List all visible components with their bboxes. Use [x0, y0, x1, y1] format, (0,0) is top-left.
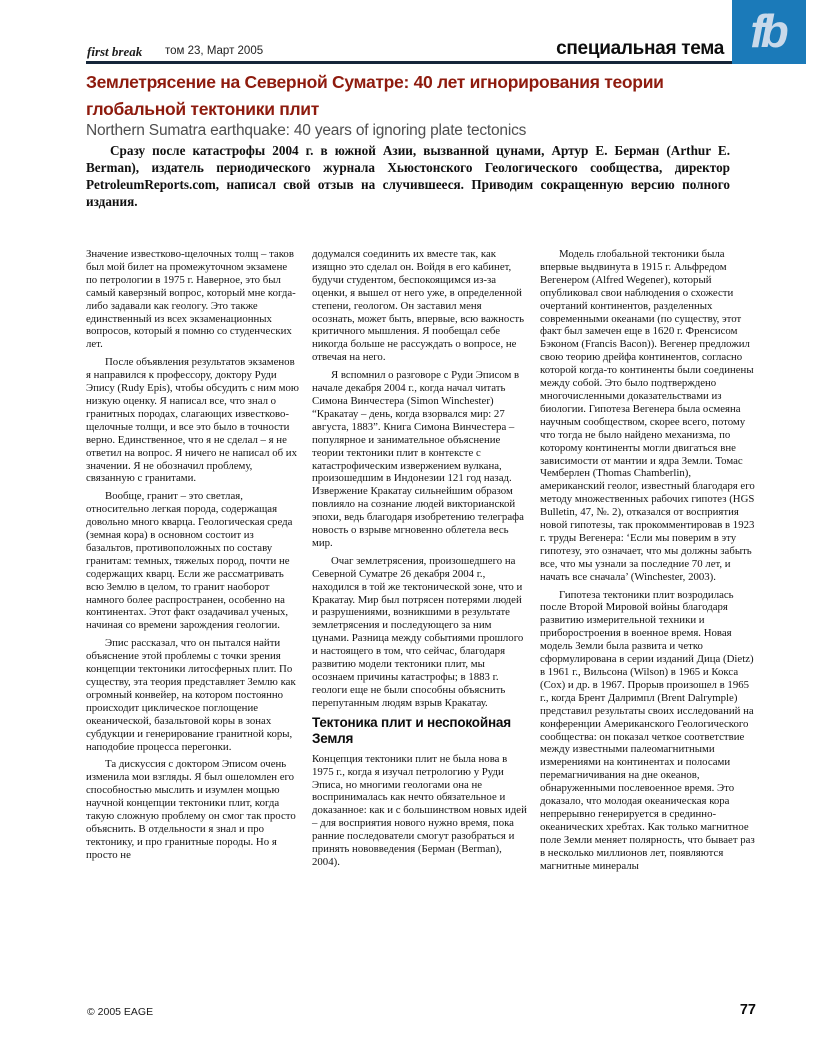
- body-column-1: [86, 248, 301, 867]
- body-paragraph: Та дискуссия с доктором Эписом очень изменила мои взгляды. Я был ошеломлен его способностью мыслить и изумлен мощью научной концепции тектоники плит, когда такую сложную проблему он смог так просто объяснить. В отдельности я знал и про тектонику, и про гранитные породы. Но я просто не: [86, 758, 296, 861]
- body-column-2: [312, 248, 527, 874]
- lead-paragraph: Сразу после катастрофы 2004 г. в южной Азии, вызванной цунами, Артур Е. Берман (Arthur E. Berman), издатель периодического журнала Хьюстонского Геологического сообщества, директор PetroleumReports.com, написал свой отзыв на случившееся. Приводим сокращенную версию полного издания.: [86, 143, 730, 209]
- section-heading: Тектоника плит и неспокойная Земля: [312, 714, 511, 746]
- article-subtitle-english: Northern Sumatra earthquake: 40 years of ignoring plate tectonics: [86, 122, 527, 139]
- journal-name: first break: [87, 44, 143, 59]
- body-paragraph: додумался соединить их вместе так, как изящно это сделал он. Войдя в его кабинет, будучи студентом, беспокоящимся из-за оценки, я вышел от него уже, в определенной степени, геологом. Он заставил меня осознать, может быть, впервые, всю важность критичного мышления. Я пообещал себе никогда больше не рассуждать о вопросе, не отвечая на него.: [312, 248, 525, 364]
- body-paragraph: Я вспомнил о разговоре с Руди Эписом в начале декабря 2004 г., когда начал читать Симона Винчестера (Simon Winchester) “Кракатау – день, когда взорвался мир: 27 августа, 1883”. Книга Симона Винчестера – популярное и занимательное объяснение теории тектоники плит в контексте с катастрофическим извержением вулкана, произошедшим в Индонезии 121 год назад. Извержение Кракатау сильнейшим образом повлияло на сознание людей викторианской эпохи, ведь благодаря изобретению телеграфа новость о взрыве мгновенно облетела весь мир.: [312, 369, 524, 549]
- issue-info: том 23, Март 2005: [165, 45, 264, 57]
- body-paragraph: Значение известково-щелочных толщ – таков был мой билет на промежуточном экзамене по петрологии в 1975 г. Наверное, это был самый каверзный вопрос, который мне когда-либо задавали как геологу. Это также единственный из всех экзаменационных вопросов, который я помню со студенческих лет.: [86, 248, 296, 351]
- body-column-3: [540, 248, 755, 878]
- header-rule: [86, 61, 806, 64]
- fb-logo-icon: fb: [750, 5, 784, 57]
- section-label: специальная тема: [556, 38, 724, 59]
- first-break-logo: [732, 0, 806, 64]
- article-title-line1: Землетрясение на Северной Суматре: 40 лет игнорирования теории: [86, 72, 664, 92]
- article-title-line2: глобальной тектоники плит: [86, 99, 320, 119]
- body-paragraph: После объявления результатов экзаменов я направился к профессору, доктору Руди Эпису (Rudy Epis), чтобы обсудить с ним мою низкую оценку. Я написал все, что знал о гранитных породах, слагающих известково-щелочные толщи, и все это было в точности верно. Единственное, что я не сделал – я не ответил на вопрос. Я ничего не написал об их значении. Я не обозначил проблему, связанную с гранитами.: [86, 356, 299, 485]
- body-paragraph: Очаг землетрясения, произошедшего на Северной Суматре 26 декабря 2004 г., находился в той же тектонической зоне, что и Кракатау. Мир был потрясен потерями людей и разрушениями, возникшими в результате землетрясения и последующего за ним цунами. Разница между событиями прошлого и настоящего в том, что сейчас, благодаря развитию модели тектоники плит, мы осознаем причины катастрофы; в 1883 г. геологи еще не были способны объяснить перепутанным людям взрыв Кракатау.: [312, 554, 524, 709]
- body-paragraph: Вообще, гранит – это светлая, относительно легкая порода, содержащая довольно много кварца. Геологическая среда (земная кора) в основном состоит из базальтов, противоположных по составу гранитам: темных, тяжелых пород, почти не содержащих кварц. Если же рассматривать всю Землю в целом, то гранит наоборот намного более распространен, особенно на континентах. Этот факт озадачивал ученых, начиная со времени зарождения геологии.: [86, 490, 293, 632]
- body-paragraph: Эпис рассказал, что он пытался найти объяснение этой проблемы с точки зрения концепции тектоники литосферных плит. По существу, эта теория представляет Землю как огромный конвейер, на котором постоянно происходит циклическое поглощение океанической, базальтовой коры в зонах субдукции и генерирование гранитной коры, наподобие процесса перегонки.: [86, 637, 296, 753]
- body-paragraph: Гипотеза тектоники плит возродилась после Второй Мировой войны благодаря развитию измерительной техники и приборостроения в военное время. Новая модель Земли была развита и четко сформулирована в серии изданий Дица (Dietz) в 1961 г., Вильсона (Wilson) в 1965 и Кокса (Cox) и др. в 1967. Прорыв произошел в 1965 г., когда Брент Далримпл (Brent Dalrymple) представил результаты своих исследований на конференции Американского Геологического сообщества: он показал четкое соответствие между известными палеомагнитными измерениями на континентах и полосами перемагничивания на дне океанов, обнаруженными послевоенное время. Это доказало, что молодая океаническая кора непрерывно генерируется в срединно-океанических хребтах. Как только магнитное поле Земли меняет полярность, что бывает раз в несколько миллионов лет, появляются магнитные минералы: [540, 588, 755, 872]
- page-number: 77: [739, 1002, 756, 1018]
- body-paragraph: Модель глобальной тектоники была впервые выдвинута в 1915 г. Альфредом Вегенером (Alfred Wegener), который опубликовал свои наблюдения о схожести очертаний континентов, разделенных современными океанами (по существу, этот факт был замечен еще в 1620 г. Френсисом Бэконом (Francis Bacon)). Вегенер предложил свою теорию дрейфа континентов, согласно которой когда-то континенты были соединены между собой. Это было подтверждено многочисленными доказательствами из биологии. Гипотеза Вегенера была осмеяна научным сообществом, скорее всего, потому что тогда не было найдено механизма, по которому континенты могли двигаться вне зависимости от мантии и ядра Земли. Томас Чемберлен (Thomas Chamberlin), американский геолог, известный благодаря его методу множественных рабочих гипотез (HGS Bulletin, 47, №. 2), отказался от восприятия новой гипотезы, так прокомментировав в 1923 г. труды Вегенера: ‘Если мы поверим в эту гипотезу, это означает, что мы должны забыть все, что мы узнали за последние 70 лет, и начать все сначала’ (Winchester, 2003).: [540, 248, 755, 583]
- body-paragraph: Концепция тектоники плит не была нова в 1975 г., когда я изучал петрологию у Руди Эписа, но многими геологами она не воспринималась как нечто обязательное и доказанное: как и с большинством новых идей – для восприятия нового нужно время, пока ранние последователи смогут разобраться и принять нововведения (Берман (Berman), 2004).: [312, 752, 527, 868]
- copyright-notice: © 2005 EAGE: [87, 1006, 154, 1018]
